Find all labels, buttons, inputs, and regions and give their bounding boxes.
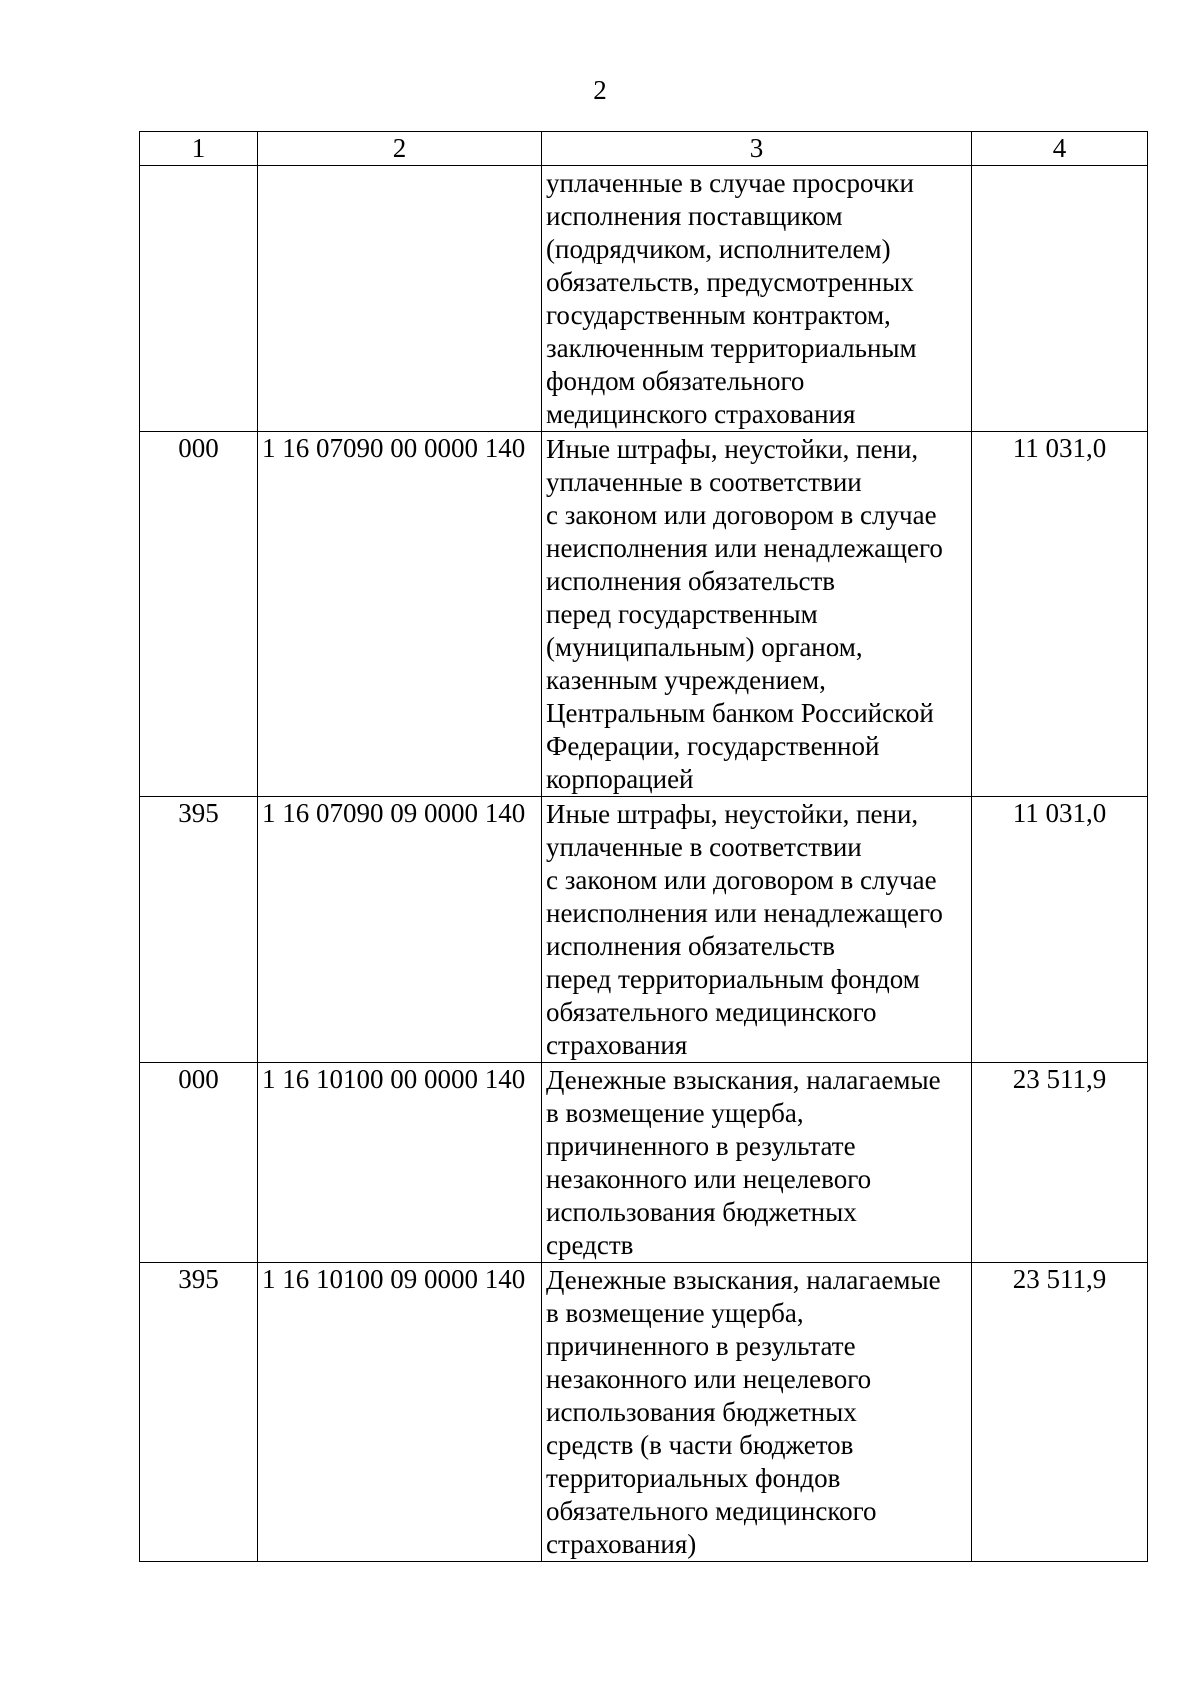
revenue-name-line: причиненного в результате	[546, 1331, 856, 1361]
table-row	[140, 1063, 1148, 1263]
revenue-name-line: Денежные взыскания, налагаемые	[546, 1065, 941, 1095]
revenue-name-line: Иные штрафы, неустойки, пени,	[546, 799, 919, 829]
admin-code-cell: 000	[140, 432, 258, 797]
revenue-name-line: корпорацией	[546, 764, 694, 794]
budget-code-cell: 1 16 10100 09 0000 140	[258, 1263, 542, 1562]
revenue-name-line: причиненного в результате	[546, 1131, 856, 1161]
revenue-name-line: уплаченные в соответствии	[546, 467, 862, 497]
budget-code-cell: 1 16 07090 00 0000 140	[258, 432, 542, 797]
revenue-name-line: фондом обязательного	[546, 366, 805, 396]
table-row	[140, 797, 1148, 1063]
revenue-name-line: незаконного или нецелевого	[546, 1364, 872, 1394]
revenue-name-line: средств (в части бюджетов	[546, 1430, 854, 1460]
revenue-name-line: Иные штрафы, неустойки, пени,	[546, 434, 919, 464]
revenue-name-line: Федерации, государственной	[546, 731, 880, 761]
revenue-name-line: средств	[546, 1230, 634, 1260]
revenue-name-cell	[542, 1063, 972, 1263]
budget-code-cell: 1 16 10100 00 0000 140	[258, 1063, 542, 1263]
revenue-name-line: территориальных фондов	[546, 1463, 841, 1493]
revenue-name-line: медицинского страхования	[546, 399, 856, 429]
revenue-name-line: уплаченные в случае просрочки	[546, 168, 914, 198]
revenue-name-line: исполнения поставщиком	[546, 201, 843, 231]
revenue-name-line: неисполнения или ненадлежащего	[546, 533, 943, 563]
revenue-name-line: использования бюджетных	[546, 1397, 857, 1427]
column-header-3: 3	[542, 132, 972, 166]
revenue-name-line: государственным контрактом,	[546, 300, 891, 330]
revenue-name-cell	[542, 166, 972, 432]
revenue-name-line: обязательного медицинского	[546, 1496, 877, 1526]
budget-code-cell: 1 16 07090 09 0000 140	[258, 797, 542, 1063]
budget-code-cell	[258, 166, 542, 432]
revenue-name-line: незаконного или нецелевого	[546, 1164, 872, 1194]
amount-cell	[972, 166, 1148, 432]
revenue-name-line: Денежные взыскания, налагаемые	[546, 1265, 941, 1295]
column-header-2: 2	[258, 132, 542, 166]
amount-cell: 23 511,9	[972, 1063, 1148, 1263]
column-header-4: 4	[972, 132, 1148, 166]
revenue-name-line: уплаченные в соответствии	[546, 832, 862, 862]
revenue-name-line: (подрядчиком, исполнителем)	[546, 234, 891, 264]
revenue-name-line: страхования)	[546, 1529, 697, 1559]
revenue-name-line: перед территориальным фондом	[546, 964, 920, 994]
admin-code-cell: 395	[140, 797, 258, 1063]
column-header-1: 1	[140, 132, 258, 166]
revenue-name-line: исполнения обязательств	[546, 931, 836, 961]
table-row	[140, 432, 1148, 797]
amount-cell: 11 031,0	[972, 432, 1148, 797]
admin-code-cell: 000	[140, 1063, 258, 1263]
revenue-name-line: обязательств, предусмотренных	[546, 267, 914, 297]
revenue-name-line: с законом или договором в случае	[546, 500, 937, 530]
table-row	[140, 1263, 1148, 1562]
page-number: 2	[593, 75, 607, 105]
table-row	[140, 166, 1148, 432]
revenue-name-cell	[542, 432, 972, 797]
revenue-name-line: заключенным территориальным	[546, 333, 917, 363]
revenue-name-cell	[542, 1263, 972, 1562]
revenue-name-line: страхования	[546, 1030, 688, 1060]
revenue-name-line: в возмещение ущерба,	[546, 1298, 804, 1328]
table-header-row	[140, 132, 1148, 166]
revenue-name-cell	[542, 797, 972, 1063]
amount-cell: 11 031,0	[972, 797, 1148, 1063]
revenue-name-line: с законом или договором в случае	[546, 865, 937, 895]
admin-code-cell	[140, 166, 258, 432]
revenue-name-line: (муниципальным) органом,	[546, 632, 863, 662]
revenue-name-line: Центральным банком Российской	[546, 698, 934, 728]
revenue-name-line: перед государственным	[546, 599, 818, 629]
revenue-name-line: казенным учреждением,	[546, 665, 826, 695]
amount-cell: 23 511,9	[972, 1263, 1148, 1562]
revenue-name-line: использования бюджетных	[546, 1197, 857, 1227]
revenue-name-line: обязательного медицинского	[546, 997, 877, 1027]
table-body	[140, 166, 1148, 1562]
admin-code-cell: 395	[140, 1263, 258, 1562]
revenue-table	[139, 131, 1148, 1562]
revenue-name-line: исполнения обязательств	[546, 566, 836, 596]
revenue-name-line: в возмещение ущерба,	[546, 1098, 804, 1128]
revenue-name-line: неисполнения или ненадлежащего	[546, 898, 943, 928]
